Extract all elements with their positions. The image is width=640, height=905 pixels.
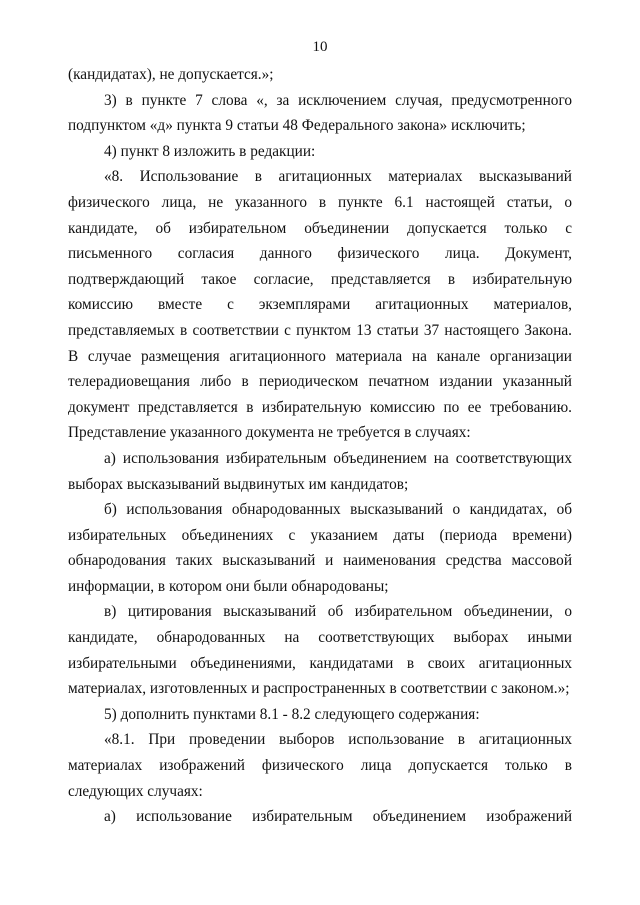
page-number: 10 [312,39,328,55]
paragraph-9: «8.1. При проведении выборов использование в агитационных материалах изображений физического лица допускается только в следующих случаях: [68,731,572,800]
paragraph-7: в) цитирования высказываний об избирательном объединении, о кандидате, обнародованных на соответствующих выборах иными избирательными объединениями, кандидатами в своих агитационных материалах, изготовленных и распространенных в соответствии с законом.»; [68,603,572,698]
paragraph-1: (кандидатах), не допускается.»; [68,66,274,83]
paragraph-8: 5) дополнить пунктами 8.1 - 8.2 следующего содержания: [104,705,480,723]
paragraph-3: 4) пункт 8 изложить в редакции: [104,142,316,160]
paragraph-6: б) использования обнародованных высказываний о кандидатах, об избирательных объединениях с указанием даты (периода времени) обнародования таких высказываний и наименования средства массовой информации, в котором они были обнародованы; [68,501,572,595]
document-body [68,62,572,830]
paragraph-5: а) использования избирательным объединением на соответствующих выборах высказываний выдвинутых им кандидатов; [68,449,572,493]
paragraph-10: а) использование избирательным объединением изображений [104,808,572,826]
paragraph-4: «8. Использование в агитационных материалах высказываний физического лица, не указанного в пункте 6.1 настоящей статьи, о кандидате, об избирательном объединении допускается только с письменного согласия данного физического лица. Документ, подтверждающий такое согласие, представляется в избирательную комиссию вместе с экземплярами агитационных материалов, представляемых в соответствии с пунктом 13 статьи 37 настоящего Закона. В случае размещения агитационного материала на канале организации телерадиовещания либо в периодическом печатном издании указанный документ представляется в избирательную комиссию по ее требованию. Представление указанного документа не требуется в случаях: [68,168,572,442]
paragraph-2: 3) в пункте 7 слова «, за исключением случая, предусмотренного подпунктом «д» пункта 9 статьи 48 Федерального закона» исключить; [68,91,572,135]
